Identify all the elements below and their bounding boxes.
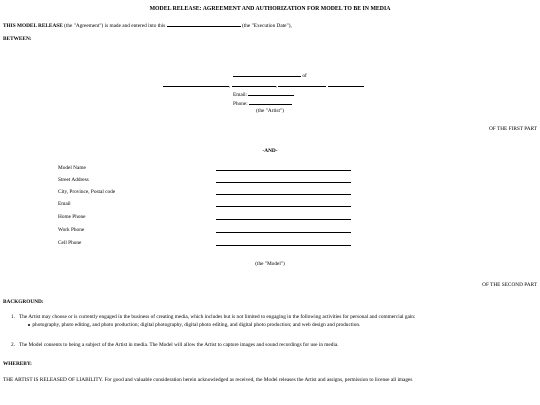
home-phone-blank[interactable] [216, 214, 351, 220]
artist-phone-line [233, 99, 292, 107]
item-2-number: 2. [11, 342, 15, 348]
artist-sep-1: , [229, 83, 231, 89]
item-1-number: 1. [11, 314, 15, 320]
model-name-label: Model Name [58, 165, 86, 171]
bullet-icon [28, 324, 30, 326]
artist-sep-2: , [275, 83, 277, 89]
artist-name-blank[interactable] [233, 71, 301, 77]
second-part-label: OF THE SECOND PART [482, 282, 537, 288]
artist-province-blank[interactable] [275, 81, 326, 89]
artist-name-line [233, 71, 307, 79]
item-1-bullet [28, 322, 360, 328]
artist-of-label: of [302, 73, 307, 79]
city-province-postal-label: City, Province, Postal code [58, 189, 116, 195]
intro-text-a: (the "Agreement") is made and entered into this [64, 23, 166, 29]
artist-postal-blank[interactable] [328, 81, 364, 87]
street-address-blank[interactable] [216, 177, 351, 183]
background-heading: BACKGROUND: [3, 299, 44, 305]
item-1-bullet-text: photography, photo editing, and photo production; digital photography, digital photo editing, and digital photo production; and web design and production. [32, 322, 361, 328]
work-phone-label: Work Phone [58, 227, 85, 233]
artist-phone-label: Phone: [233, 101, 248, 107]
intro-text-b: (the "Execution Date"), [242, 23, 292, 29]
artist-address-line [163, 81, 364, 89]
artist-street-blank[interactable] [163, 81, 229, 87]
whereby-text: THE ARTIST IS RELEASED OF LIABILITY. For good and valuable consideration herein acknowledged as received, the Model releases the Artist and assigns, permission to license all images [3, 377, 413, 383]
item-2-text: The Model consents to being a subject of the Artist in media. The Model will allow the Artist to capture images and sound recordings for use in media. [19, 342, 339, 348]
home-phone-label: Home Phone [58, 214, 86, 220]
cell-phone-label: Cell Phone [58, 240, 82, 246]
intro-bold: THIS MODEL RELEASE [3, 23, 63, 29]
model-name-blank[interactable] [216, 165, 351, 171]
execution-date-blank[interactable] [167, 21, 241, 27]
artist-designation: (the "Artist") [256, 108, 284, 114]
city-province-postal-blank[interactable] [216, 189, 351, 195]
cell-phone-blank[interactable] [216, 240, 351, 246]
document-title: MODEL RELEASE: AGREEMENT AND AUTHORIZATION FOR MODEL TO BE IN MEDIA [149, 6, 391, 12]
first-part-label: OF THE FIRST PART [488, 126, 537, 132]
model-email-blank[interactable] [216, 201, 351, 207]
intro-line [3, 21, 292, 29]
work-phone-blank[interactable] [216, 227, 351, 233]
artist-city-blank[interactable] [232, 81, 276, 87]
artist-email-blank[interactable] [248, 90, 294, 96]
artist-phone-blank[interactable] [249, 99, 292, 105]
artist-email-line [233, 90, 294, 98]
item-1-text: The Artist may choose or is currently engaged in the business of creating media, which includes but is not limited to engaging in the following activities for personal and commercial gain: [19, 314, 416, 320]
model-designation: (the "Model") [255, 261, 285, 267]
artist-email-label: Email: [233, 92, 248, 98]
model-email-label: Email [58, 201, 71, 207]
and-separator: -AND- [262, 148, 278, 154]
whereby-heading: WHEREBY: [3, 361, 32, 367]
street-address-label: Street Address [58, 177, 89, 183]
between-heading: BETWEEN: [3, 36, 32, 42]
